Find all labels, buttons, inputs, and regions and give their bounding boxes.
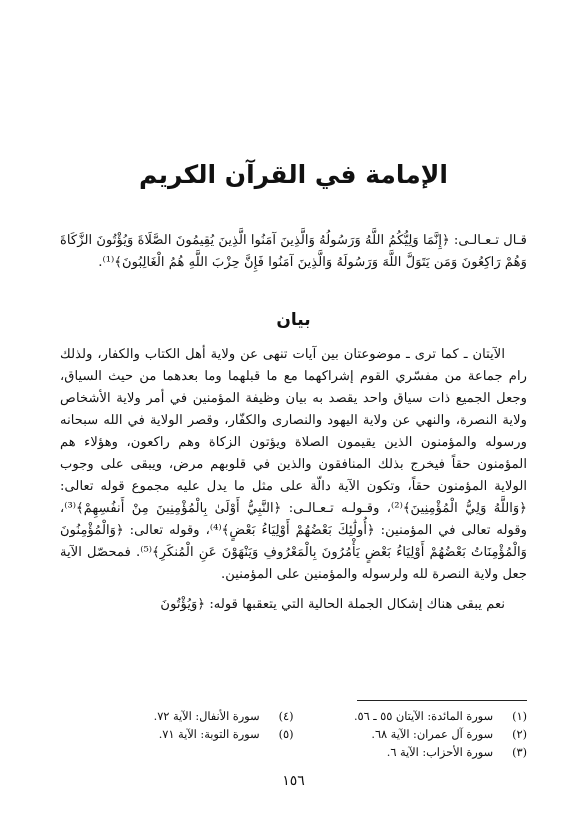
footnote-number: (٢) (512, 728, 527, 741)
verse-paragraph: قـال تـعـالـى: ﴿إِنَّمَا وَلِيُّكُمُ اللَّهُ وَرَسُولُهُ وَالَّذِينَ آمَنُوا الَّذِينَ يُقِيمُونَ الصَّلَاةَ وَيُؤْتُونَ الزَّكَاةَ وَهُمْ رَاكِعُونَ وَمَن يَتَوَلَّ اللَّهَ وَرَسُولَهُ وَالَّذِينَ آمَنُوا فَإِنَّ حِزْبَ اللَّهِ هُمُ الْغَالِبُونَ﴾⁽¹⁾. (60, 233, 527, 270)
footnote-text: سورة المائدة: الآيتان ٥٥ ـ ٥٦. (353, 710, 493, 723)
footnote-text: سورة آل عمران: الآية ٦٨. (371, 728, 493, 741)
footnote-number: (٥) (278, 728, 294, 741)
footnote-number: (٤) (278, 710, 294, 723)
body-paragraph: نعم يبقى هناك إشكال الجملة الحالية التي يتعقبها قوله: ﴿وَيُؤْتُونَ (160, 597, 505, 612)
footnote (60, 726, 294, 744)
footnote-separator (357, 700, 527, 701)
chapter-title: الإمامة في القرآن الكريم (139, 160, 448, 189)
footnotes (60, 708, 527, 762)
footnote-number: (١) (512, 710, 527, 723)
footnote (294, 726, 528, 744)
footnote-text: سورة الأحزاب: الآية ٦. (386, 746, 493, 759)
body-text (60, 344, 527, 616)
footnote (294, 744, 528, 762)
section-heading: بيان (276, 310, 311, 330)
footnote-number: (٣) (512, 746, 527, 759)
page-number: ١٥٦ (282, 773, 305, 789)
footnote (60, 708, 294, 726)
footnotes-left-column (60, 708, 294, 762)
footnote-text: سورة التوبة: الآية ٧١. (158, 728, 260, 741)
body-paragraph: الآيتان ـ كما ترى ـ موضوعتان بين آيات تنهى عن ولاية أهل الكتاب والكفار، ولذلك رام جماعة من مفسّري القوم إشراكهما مع ما قبلهما وما بعدهما من حيث السياق، وجعل الجميع ذات سياق واحد يقصد به بيان وظيفة المؤمنين في أمر ولاية الأشخاص ولاية النصرة، والنهي عن ولاية اليهود والنصارى والكفّار، وقصر الولاية في الله سبحانه ورسوله والمؤمنون الذين يقيمون الصلاة ويؤتون الزكاة وهم راكعون، وهؤلاء هم المؤمنون حقاً فيخرج بذلك المنافقون والذين في قلوبهم مرض، ويبقى على وجوب الولاية المؤمنون حقاً، وتكون الآية دالّة على مثل ما يدل عليه مجموع قوله تعالى: ﴿وَاللَّهُ وَلِيُّ الْمُؤْمِنِينَ﴾⁽²⁾، وقـولـه تـعـالـى: ﴿النَّبِيُّ أَوْلَىٰ بِالْمُؤْمِنِينَ مِنْ أَنفُسِهِمْ﴾⁽³⁾، وقوله تعالى في المؤمنين: ﴿أُولَٰئِكَ بَعْضُهُمْ أَوْلِيَاءُ بَعْضٍ﴾⁽⁴⁾، وقوله تعالى: ﴿وَالْمُؤْمِنُونَ وَالْمُؤْمِنَاتُ بَعْضُهُمْ أَوْلِيَاءُ بَعْضٍ يَأْمُرُونَ بِالْمَعْرُوفِ وَيَنْهَوْنَ عَنِ الْمُنكَرِ﴾⁽⁵⁾. فمحصّل الآية جعل ولاية النصرة لله ولرسوله والمؤمنين على المؤمنين. (60, 347, 527, 582)
footnote (294, 708, 528, 726)
footnote-text: سورة الأنفال: الآية ٧٢. (153, 710, 260, 723)
footnotes-right-column (294, 708, 528, 762)
